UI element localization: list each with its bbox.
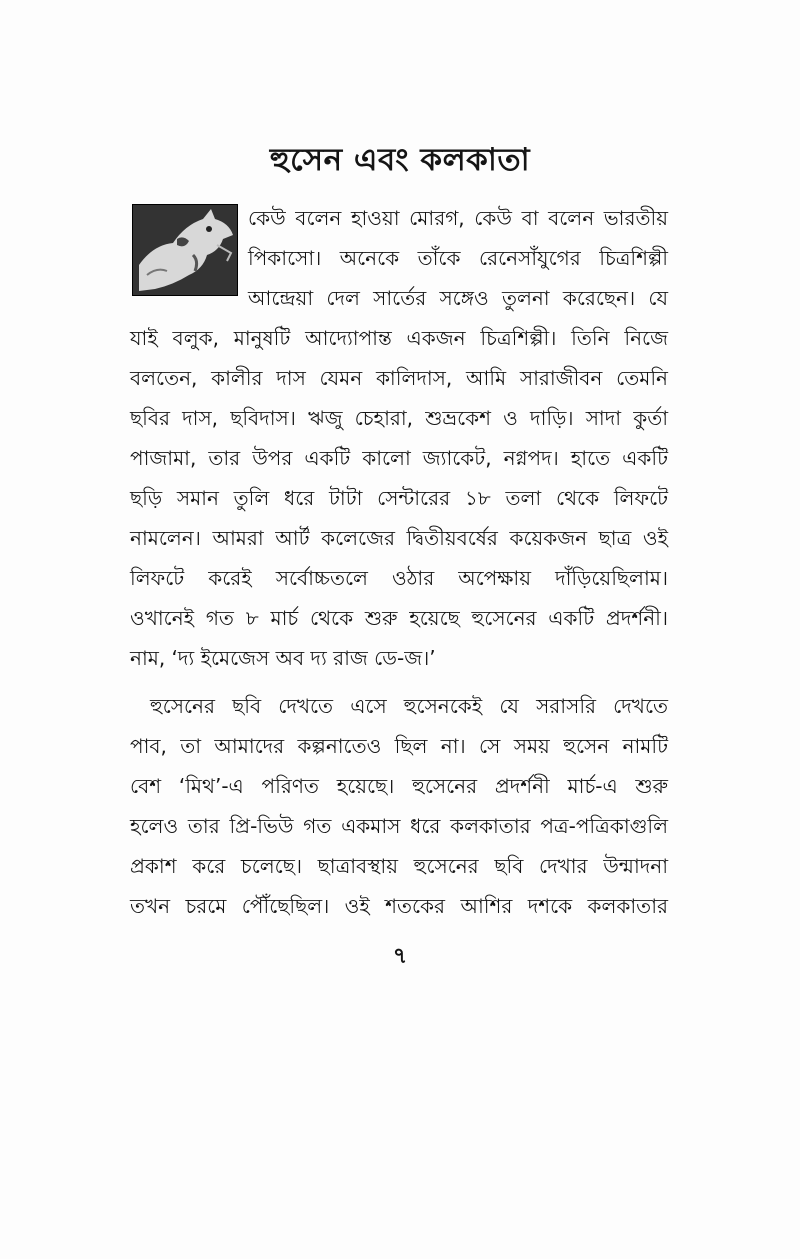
horse-sketch-icon xyxy=(133,205,237,295)
paragraph-line: প্রকাশ করে চলেছে। ছাত্রাবস্থায় হুসেনের ছবি দেখার উন্মাদনা xyxy=(130,854,668,878)
paragraph-line: পিকাসো। অনেকে তাঁকে রেনেসাঁযুগের চিত্রশিল্পী xyxy=(248,246,668,270)
paragraph-line: ছবির দাস, ছবিদাস। ঋজু চেহারা, শুভ্রকেশ ও দাড়ি। সাদা কুর্তা xyxy=(130,406,668,430)
paragraph-line: নামলেন। আমরা আর্ট কলেজের দ্বিতীয়বর্ষের কয়েকজন ছাত্র ওই xyxy=(130,526,668,550)
paragraph-line: ছড়ি সমান তুলি ধরে টাটা সেন্টারের ১৮ তলা থেকে লিফটে xyxy=(130,486,668,510)
paragraph-line: লিফটে করেই সর্বোচ্চতলে ওঠার অপেক্ষায় দাঁড়িয়েছিলাম। xyxy=(130,566,668,590)
page-number: ৭ xyxy=(392,944,408,969)
paragraph-line: ওখানেই গত ৮ মার্চ থেকে শুরু হয়েছে হুসেনের একটি প্রদর্শনী। xyxy=(130,606,668,630)
paragraph-line: আন্দ্রেয়া দেল সার্তের সঙ্গেও তুলনা করেছেন। যে xyxy=(248,286,668,310)
paragraph-line: পাজামা, তার উপর একটি কালো জ্যাকেট, নগ্নপদ। হাতে একটি xyxy=(130,446,668,470)
paragraph-line: হলেও তার প্রি-ভিউ গত একমাস ধরে কলকাতার পত্র-পত্রিকাগুলি xyxy=(130,814,668,838)
paragraph-line: কেউ বলেন হাওয়া মোরগ, কেউ বা বলেন ভারতীয় xyxy=(248,206,668,230)
illustration-horse-image xyxy=(132,204,238,296)
paragraph-line: যাই বলুক, মানুষটি আদ্যোপান্ত একজন চিত্রশিল্পী। তিনি নিজে xyxy=(130,326,668,350)
paragraph-line: হুসেনের ছবি দেখতে এসে হুসেনকেই যে সরাসরি দেখতে xyxy=(150,694,668,718)
paragraph-line: পাব, তা আমাদের কল্পনাতেও ছিল না। সে সময় হুসেন নামটি xyxy=(130,734,668,758)
paragraph-line: নাম, ‘দ্য ইমেজেস অব দ্য রাজ ডে-জ।’ xyxy=(130,646,436,670)
paragraph-line: বেশ ‘মিথ’-এ পরিণত হয়েছে। হুসেনের প্রদর্শনী মার্চ-এ শুরু xyxy=(130,774,668,798)
paragraph-line: বলতেন, কালীর দাস যেমন কালিদাস, আমি সারাজীবন তেমনি xyxy=(130,366,668,390)
paragraph-line: তখন চরমে পৌঁছেছিল। ওই শতকের আশির দশকে কলকাতার xyxy=(130,894,668,918)
chapter-title: হুসেন এবং কলকাতা xyxy=(269,142,531,178)
